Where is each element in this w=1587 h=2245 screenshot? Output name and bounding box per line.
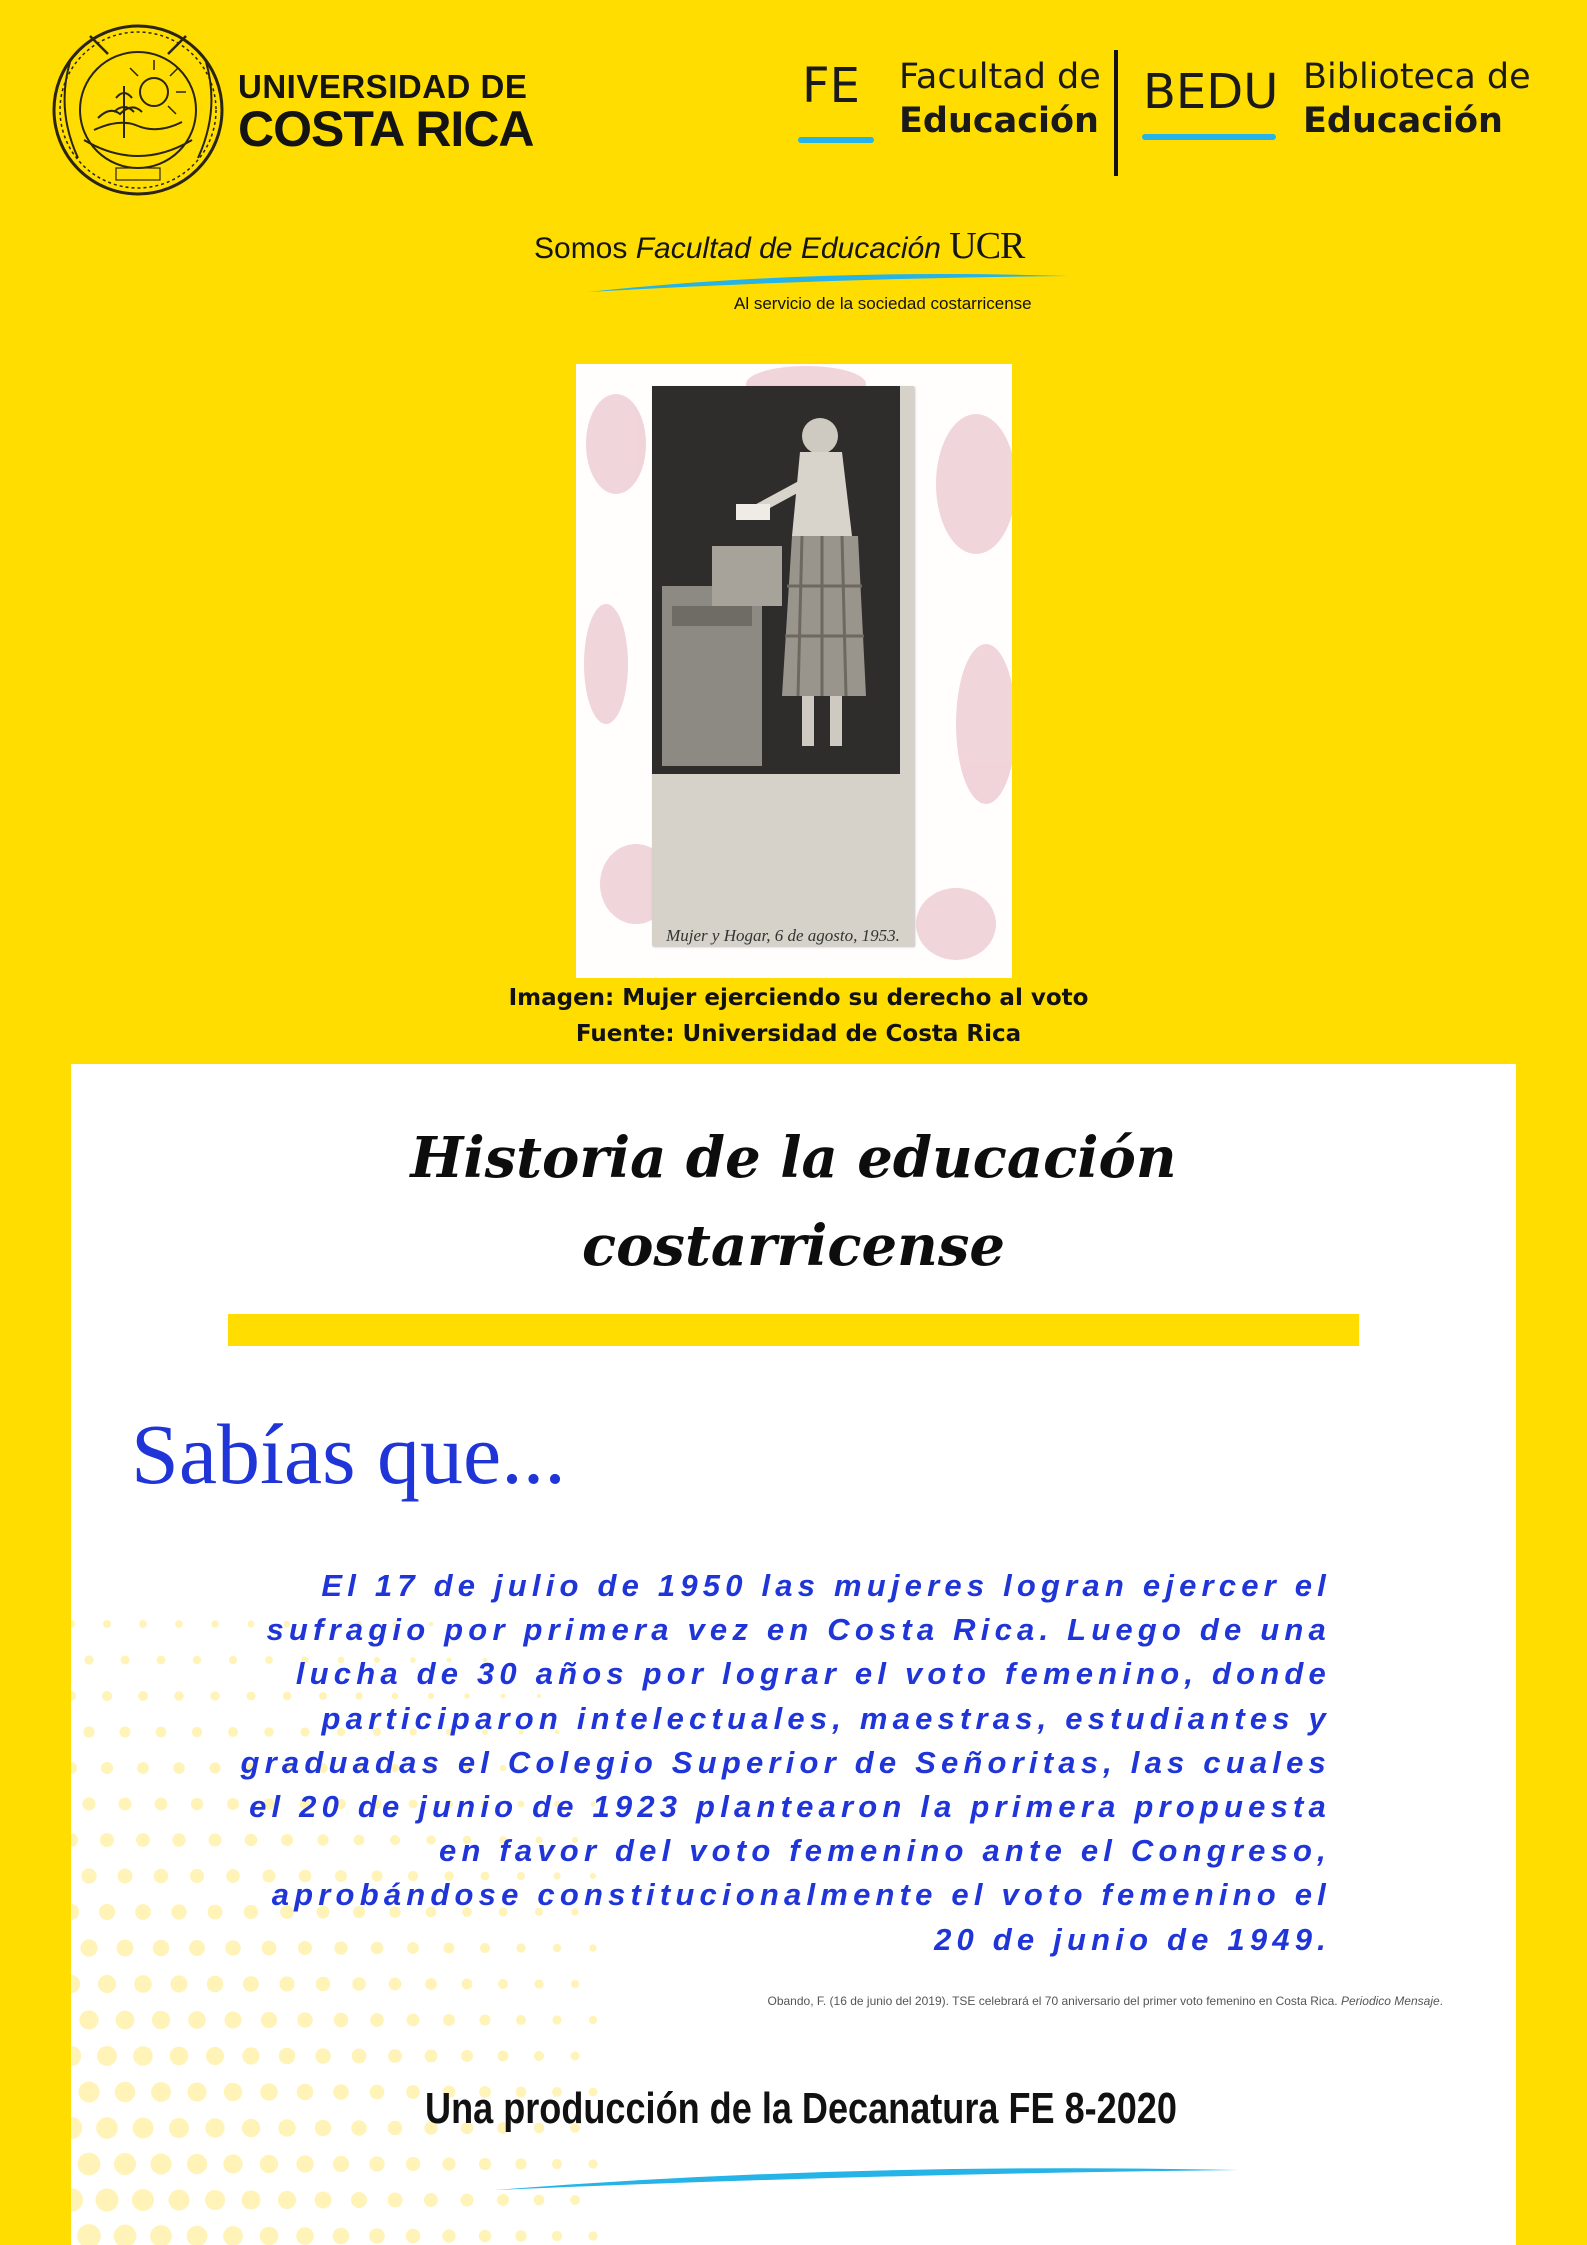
faculty-name-line1: Facultad de [899, 57, 1101, 97]
university-seal-icon [50, 22, 226, 198]
content-panel [71, 1064, 1516, 2245]
library-name-line1: Biblioteca de [1303, 57, 1531, 97]
citation-end: . [1439, 1994, 1443, 2008]
library-name-line2: Educación [1303, 101, 1503, 141]
section-title-line2: costarricense [581, 1213, 1005, 1279]
image-caption-title: Imagen: Mujer ejerciendo su derecho al voto [508, 985, 1089, 1011]
section-title [71, 1114, 1516, 1290]
library-abbreviation: BEDU [1143, 64, 1279, 120]
historic-photo [576, 364, 1012, 978]
woman-voting-photo [652, 386, 900, 774]
slogan-somos: Somos [534, 232, 628, 265]
citation-source: Periodico Mensaje [1340, 1994, 1440, 2008]
newspaper-clipping [652, 386, 914, 946]
university-name-line2: COSTA RICA [238, 101, 534, 157]
slogan-ucr: UCR [949, 225, 1025, 267]
library-name [1303, 55, 1531, 143]
faculty-underline [798, 137, 874, 143]
sabias-que-heading: Sabías que... [131, 1406, 566, 1502]
faculty-name-line2: Educación [899, 101, 1099, 141]
library-underline [1142, 134, 1276, 140]
production-swoosh-icon [489, 2158, 1249, 2194]
citation-text: Obando, F. (16 de junio del 2019). TSE celebrará el 70 aniversario del primer voto femenino en Costa Rica. [767, 1994, 1341, 2008]
faculty-abbreviation: FE [802, 58, 860, 114]
citation [71, 1994, 1443, 2008]
faculty-name [899, 55, 1101, 143]
clipping-caption: Mujer y Hogar, 6 de agosto, 1953. [666, 926, 900, 945]
slogan-swoosh-icon [534, 266, 1074, 296]
fact-paragraph: El 17 de julio de 1950 las mujeres logran ejercer el sufragio por primera vez en Costa Rica. Luego de una lucha de 30 años por lograr el voto femenino, donde participaron intelectuales, maestras, estudiantes y graduadas el Colegio Superior de Señoritas, las cuales el 20 de junio de 1923 plantearon la primera propuesta en favor del voto femenino ante el Congreso, aprobándose constitucionalmente el voto femenino el 20 de junio de 1949. [240, 1568, 1331, 1957]
slogan-logo [534, 222, 1074, 314]
image-caption-source: Fuente: Universidad de Costa Rica [575, 1021, 1022, 1047]
slogan-subtitle: Al servicio de la sociedad costarricense [734, 294, 1032, 313]
title-underline-bar [228, 1314, 1359, 1346]
image-caption [0, 980, 1587, 1052]
header-divider [1114, 50, 1118, 176]
section-title-line1: Historia de la educación [410, 1125, 1177, 1191]
slogan-main-text [534, 224, 1024, 268]
university-name-line1: UNIVERSIDAD DE [238, 68, 528, 105]
slogan-faculty: Facultad de Educación [635, 232, 941, 265]
production-credit: Una producción de la Decanatura FE 8-2020 [425, 2084, 1177, 2133]
university-wordmark [238, 68, 534, 157]
